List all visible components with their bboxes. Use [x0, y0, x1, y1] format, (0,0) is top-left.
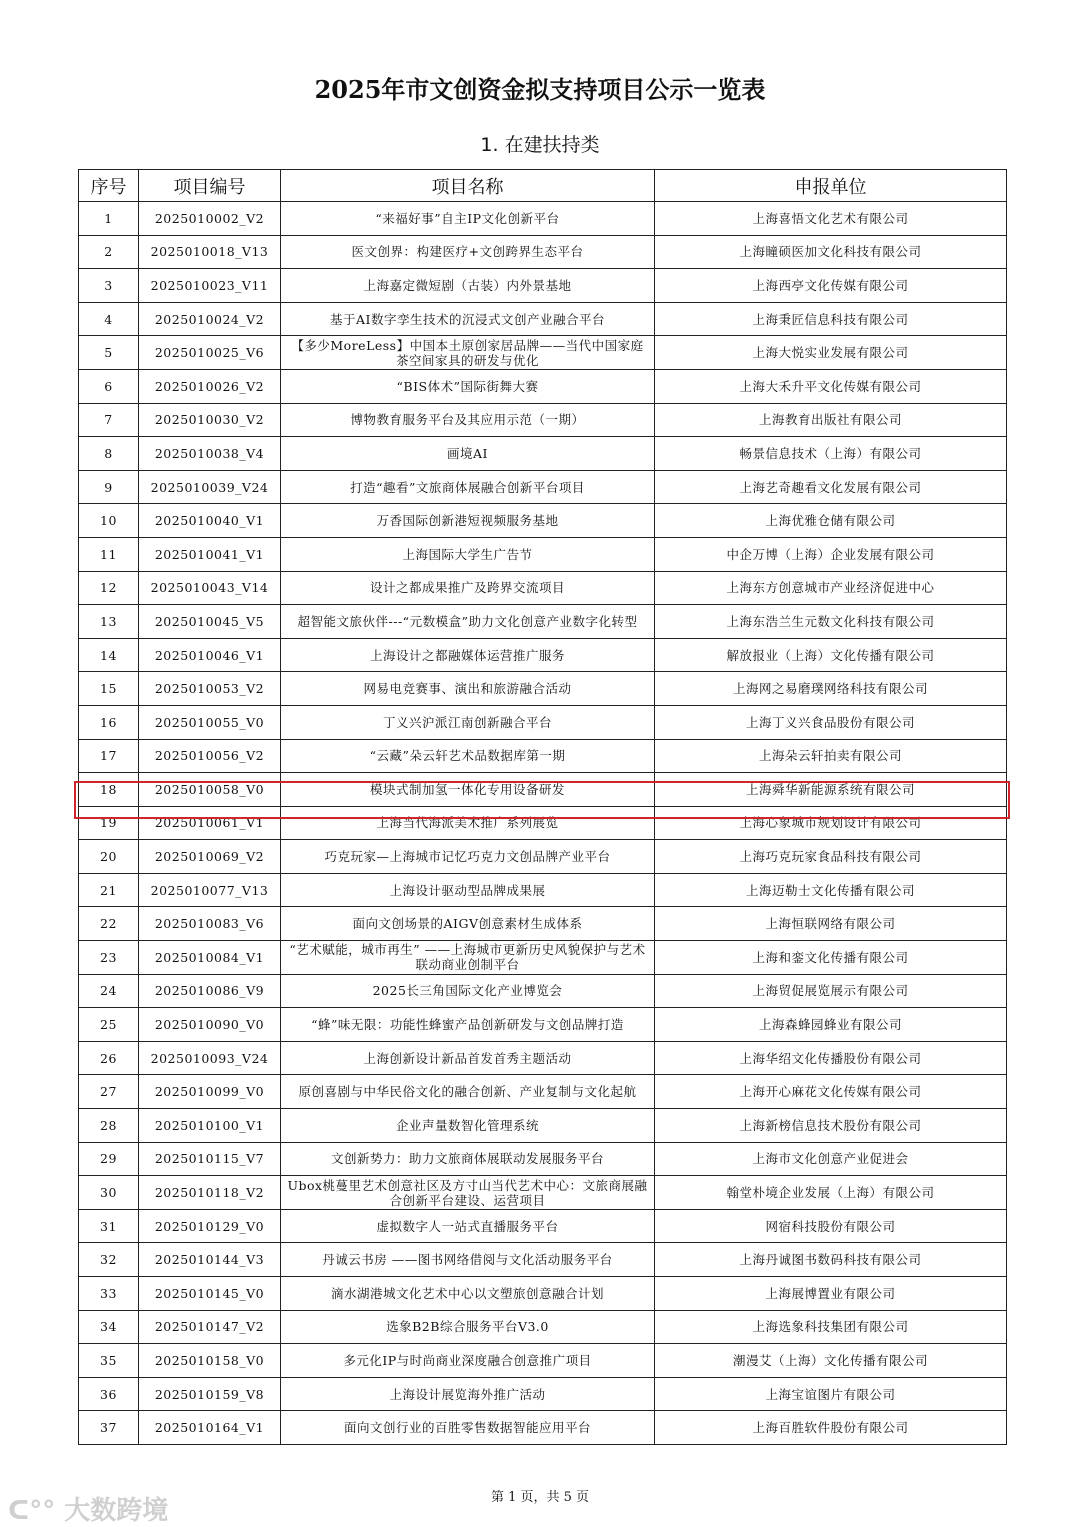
table-row: [79, 504, 1007, 538]
table-row: [79, 336, 1007, 370]
cell-project-id: 2025010129_V0: [139, 1209, 281, 1243]
table-row: [79, 1377, 1007, 1411]
table-row: [79, 1176, 1007, 1210]
cell-project-id: 2025010115_V7: [139, 1142, 281, 1176]
cell-applicant: 上海华绍文化传播股份有限公司: [655, 1041, 1007, 1075]
cell-project-id: 2025010046_V1: [139, 638, 281, 672]
cell-applicant: 上海巧克玩家食品科技有限公司: [655, 840, 1007, 874]
table-row: [79, 269, 1007, 303]
cell-project-name: “艺术赋能，城市再生” ——上海城市更新历史风貌保护与艺术联动商业创制平台: [281, 941, 655, 975]
table-row: [79, 235, 1007, 269]
table-row: [79, 974, 1007, 1008]
cell-project-id: 2025010055_V0: [139, 705, 281, 739]
cell-project-id: 2025010056_V2: [139, 739, 281, 773]
cell-index: 36: [79, 1377, 139, 1411]
cell-project-id: 2025010039_V24: [139, 470, 281, 504]
cell-project-name: 上海创新设计新品首发首秀主题活动: [281, 1041, 655, 1075]
cell-project-id: 2025010144_V3: [139, 1243, 281, 1277]
cell-project-name: 设计之都成果推广及跨界交流项目: [281, 571, 655, 605]
cell-applicant: 上海市文化创意产业促进会: [655, 1142, 1007, 1176]
cell-project-name: 面向文创行业的百胜零售数据智能应用平台: [281, 1411, 655, 1445]
cell-index: 20: [79, 840, 139, 874]
cell-applicant: 上海丁义兴食品股份有限公司: [655, 705, 1007, 739]
cell-applicant: 畅景信息技术（上海）有限公司: [655, 437, 1007, 471]
cell-index: 1: [79, 202, 139, 236]
cell-project-name: 上海当代海派美术推广系列展览: [281, 806, 655, 840]
cell-project-name: 上海设计展览海外推广活动: [281, 1377, 655, 1411]
cell-applicant: 上海丹诚图书数码科技有限公司: [655, 1243, 1007, 1277]
cell-applicant: 翰堂朴境企业发展（上海）有限公司: [655, 1176, 1007, 1210]
table-row: [79, 773, 1007, 807]
cell-applicant: 上海朵云轩拍卖有限公司: [655, 739, 1007, 773]
watermark-logo: ᑕ°° 大数跨境: [8, 1496, 169, 1526]
cell-project-id: 2025010093_V24: [139, 1041, 281, 1075]
table-row: [79, 705, 1007, 739]
cell-project-id: 2025010083_V6: [139, 907, 281, 941]
cell-project-id: 2025010018_V13: [139, 235, 281, 269]
cell-index: 11: [79, 537, 139, 571]
cell-applicant: 上海贸促展览展示有限公司: [655, 974, 1007, 1008]
cell-project-id: 2025010159_V8: [139, 1377, 281, 1411]
cell-applicant: 上海东方创意城市产业经济促进中心: [655, 571, 1007, 605]
table-row: [79, 739, 1007, 773]
cell-index: 26: [79, 1041, 139, 1075]
cell-index: 35: [79, 1344, 139, 1378]
table-row: [79, 672, 1007, 706]
cell-applicant: 网宿科技股份有限公司: [655, 1209, 1007, 1243]
cell-project-id: 2025010053_V2: [139, 672, 281, 706]
cell-project-id: 2025010041_V1: [139, 537, 281, 571]
cell-index: 32: [79, 1243, 139, 1277]
cell-applicant: 上海宝谊图片有限公司: [655, 1377, 1007, 1411]
cell-applicant: 上海西亭文化传媒有限公司: [655, 269, 1007, 303]
table-row: [79, 1243, 1007, 1277]
table-row: [79, 605, 1007, 639]
cell-applicant: 上海大悦实业发展有限公司: [655, 336, 1007, 370]
cell-applicant: 上海东浩兰生元数文化科技有限公司: [655, 605, 1007, 639]
cell-index: 34: [79, 1310, 139, 1344]
cell-project-id: 2025010069_V2: [139, 840, 281, 874]
page-number: 第 1 页，共 5 页: [490, 1490, 590, 1505]
cell-index: 8: [79, 437, 139, 471]
cell-applicant: 上海选象科技集团有限公司: [655, 1310, 1007, 1344]
cell-index: 9: [79, 470, 139, 504]
table-row: [79, 638, 1007, 672]
cell-project-name: Ubox桃蔓里艺术创意社区及方寸山当代艺术中心：文旅商展融合创新平台建设、运营项目: [281, 1176, 655, 1210]
table-row: [79, 1310, 1007, 1344]
cell-project-name: 虚拟数字人一站式直播服务平台: [281, 1209, 655, 1243]
cell-project-name: 上海嘉定微短剧（古装）内外景基地: [281, 269, 655, 303]
cell-applicant: 解放报业（上海）文化传播有限公司: [655, 638, 1007, 672]
cell-index: 18: [79, 773, 139, 807]
table-row: [79, 1142, 1007, 1176]
cell-index: 15: [79, 672, 139, 706]
cell-project-name: 博物教育服务平台及其应用示范（一期）: [281, 403, 655, 437]
cell-applicant: 上海网之易磨璞网络科技有限公司: [655, 672, 1007, 706]
table-row: [79, 403, 1007, 437]
cell-index: 28: [79, 1109, 139, 1143]
cell-project-name: 2025长三角国际文化产业博览会: [281, 974, 655, 1008]
cell-index: 19: [79, 806, 139, 840]
cell-project-name: 上海设计驱动型品牌成果展: [281, 873, 655, 907]
page-title: 2025年市文创资金拟支持项目公示一览表: [314, 75, 766, 104]
header-applicant: 申报单位: [655, 170, 1007, 202]
cell-applicant: 上海喜悟文化艺术有限公司: [655, 202, 1007, 236]
cell-index: 10: [79, 504, 139, 538]
cell-applicant: 上海森蜂园蜂业有限公司: [655, 1008, 1007, 1042]
table-row: [79, 437, 1007, 471]
cell-applicant: 上海秉匠信息科技有限公司: [655, 302, 1007, 336]
cell-applicant: 上海恒联网络有限公司: [655, 907, 1007, 941]
cell-project-id: 2025010045_V5: [139, 605, 281, 639]
table-header-row: [79, 170, 1007, 202]
header-project-id: 项目编号: [139, 170, 281, 202]
table-row: [79, 202, 1007, 236]
cell-project-id: 2025010061_V1: [139, 806, 281, 840]
cell-project-name: 【多少MoreLess】中国本土原创家居品牌——当代中国家庭茶空间家具的研发与优化: [281, 336, 655, 370]
table-row: [79, 840, 1007, 874]
cell-applicant: 上海展博置业有限公司: [655, 1277, 1007, 1311]
cell-applicant: 上海优雅仓储有限公司: [655, 504, 1007, 538]
cell-applicant: 上海心象城市规划设计有限公司: [655, 806, 1007, 840]
cell-applicant: 上海百胜软件股份有限公司: [655, 1411, 1007, 1445]
cell-project-name: 打造“趣看”文旅商体展融合创新平台项目: [281, 470, 655, 504]
cell-index: 31: [79, 1209, 139, 1243]
cell-project-id: 2025010164_V1: [139, 1411, 281, 1445]
cell-project-id: 2025010158_V0: [139, 1344, 281, 1378]
cell-project-name: 滴水湖港城文化艺术中心以文塑旅创意融合计划: [281, 1277, 655, 1311]
cell-index: 14: [79, 638, 139, 672]
cell-index: 21: [79, 873, 139, 907]
cell-project-id: 2025010084_V1: [139, 941, 281, 975]
cell-project-id: 2025010099_V0: [139, 1075, 281, 1109]
cell-project-name: “蜂”味无限：功能性蜂蜜产品创新研发与文创品牌打造: [281, 1008, 655, 1042]
table-row: [79, 1075, 1007, 1109]
cell-project-id: 2025010100_V1: [139, 1109, 281, 1143]
table-row: [79, 1209, 1007, 1243]
table-row: [79, 873, 1007, 907]
cell-project-name: 医文创界：构建医疗+文创跨界生态平台: [281, 235, 655, 269]
cell-project-name: 多元化IP与时尚商业深度融合创意推广项目: [281, 1344, 655, 1378]
cell-index: 16: [79, 705, 139, 739]
cell-project-name: 选象B2B综合服务平台V3.0: [281, 1310, 655, 1344]
cell-project-id: 2025010118_V2: [139, 1176, 281, 1210]
cell-applicant: 上海瞳硕医加文化科技有限公司: [655, 235, 1007, 269]
table-row: [79, 1041, 1007, 1075]
table-row: [79, 1344, 1007, 1378]
cell-project-name: 原创喜剧与中华民俗文化的融合创新、产业复制与文化起航: [281, 1075, 655, 1109]
cell-project-id: 2025010145_V0: [139, 1277, 281, 1311]
table-row: [79, 302, 1007, 336]
cell-project-id: 2025010090_V0: [139, 1008, 281, 1042]
cell-index: 23: [79, 941, 139, 975]
cell-project-name: 上海国际大学生广告节: [281, 537, 655, 571]
table-row: [79, 1008, 1007, 1042]
table-row: [79, 571, 1007, 605]
cell-index: 27: [79, 1075, 139, 1109]
table-row: [79, 537, 1007, 571]
cell-project-name: “BIS体术”国际街舞大赛: [281, 369, 655, 403]
cell-applicant: 上海舜华新能源系统有限公司: [655, 773, 1007, 807]
cell-project-name: 丁义兴沪派江南创新融合平台: [281, 705, 655, 739]
cell-project-name: “云藏”朵云轩艺术品数据库第一期: [281, 739, 655, 773]
cell-project-name: 网易电竞赛事、演出和旅游融合活动: [281, 672, 655, 706]
table-row: [79, 941, 1007, 975]
cell-project-id: 2025010026_V2: [139, 369, 281, 403]
table-row: [79, 369, 1007, 403]
cell-project-name: 企业声量数智化管理系统: [281, 1109, 655, 1143]
cell-index: 22: [79, 907, 139, 941]
cell-project-id: 2025010086_V9: [139, 974, 281, 1008]
cell-project-id: 2025010038_V4: [139, 437, 281, 471]
cell-index: 6: [79, 369, 139, 403]
cell-index: 24: [79, 974, 139, 1008]
cell-project-id: 2025010023_V11: [139, 269, 281, 303]
cell-project-name: “来福好事”自主IP文化创新平台: [281, 202, 655, 236]
cell-applicant: 上海和銮文化传播有限公司: [655, 941, 1007, 975]
cell-applicant: 上海迈勒士文化传播有限公司: [655, 873, 1007, 907]
cell-index: 2: [79, 235, 139, 269]
table-row: [79, 1109, 1007, 1143]
cell-project-id: 2025010077_V13: [139, 873, 281, 907]
cell-applicant: 上海教育出版社有限公司: [655, 403, 1007, 437]
cell-applicant: 上海新榜信息技术股份有限公司: [655, 1109, 1007, 1143]
cell-index: 17: [79, 739, 139, 773]
cell-project-name: 画境AI: [281, 437, 655, 471]
cell-index: 29: [79, 1142, 139, 1176]
cell-index: 7: [79, 403, 139, 437]
header-index: 序号: [79, 170, 139, 202]
project-table: [78, 169, 1007, 1445]
cell-project-name: 上海设计之都融媒体运营推广服务: [281, 638, 655, 672]
cell-project-name: 丹诚云书房 ——图书网络借阅与文化活动服务平台: [281, 1243, 655, 1277]
table-row: [79, 907, 1007, 941]
cell-applicant: 中企万博（上海）企业发展有限公司: [655, 537, 1007, 571]
cell-index: 4: [79, 302, 139, 336]
cell-project-name: 巧克玩家—上海城市记忆巧克力文创品牌产业平台: [281, 840, 655, 874]
cell-project-id: 2025010058_V0: [139, 773, 281, 807]
table-row: [79, 470, 1007, 504]
table-row: [79, 1411, 1007, 1445]
cell-project-id: 2025010043_V14: [139, 571, 281, 605]
cell-applicant: 上海大禾升平文化传媒有限公司: [655, 369, 1007, 403]
table-row: [79, 806, 1007, 840]
cell-project-id: 2025010147_V2: [139, 1310, 281, 1344]
cell-index: 13: [79, 605, 139, 639]
cell-project-name: 万香国际创新港短视频服务基地: [281, 504, 655, 538]
cell-index: 5: [79, 336, 139, 370]
cell-index: 3: [79, 269, 139, 303]
cell-applicant: 潮漫艾（上海）文化传播有限公司: [655, 1344, 1007, 1378]
cell-project-name: 文创新势力：助力文旅商体展联动发展服务平台: [281, 1142, 655, 1176]
cell-applicant: 上海艺奇趣看文化发展有限公司: [655, 470, 1007, 504]
cell-index: 25: [79, 1008, 139, 1042]
cell-project-name: 模块式制加氢一体化专用设备研发: [281, 773, 655, 807]
cell-project-id: 2025010024_V2: [139, 302, 281, 336]
table-row: [79, 1277, 1007, 1311]
cell-project-id: 2025010030_V2: [139, 403, 281, 437]
cell-index: 30: [79, 1176, 139, 1210]
section-title: 1. 在建扶持类: [480, 134, 600, 156]
cell-index: 33: [79, 1277, 139, 1311]
cell-index: 37: [79, 1411, 139, 1445]
cell-index: 12: [79, 571, 139, 605]
cell-project-id: 2025010002_V2: [139, 202, 281, 236]
cell-project-name: 基于AI数字孪生技术的沉浸式文创产业融合平台: [281, 302, 655, 336]
cell-project-id: 2025010040_V1: [139, 504, 281, 538]
header-project-name: 项目名称: [281, 170, 655, 202]
cell-project-name: 超智能文旅伙伴---“元数模盒”助力文化创意产业数字化转型: [281, 605, 655, 639]
cell-project-id: 2025010025_V6: [139, 336, 281, 370]
cell-project-name: 面向文创场景的AIGV创意素材生成体系: [281, 907, 655, 941]
cell-applicant: 上海开心麻花文化传媒有限公司: [655, 1075, 1007, 1109]
